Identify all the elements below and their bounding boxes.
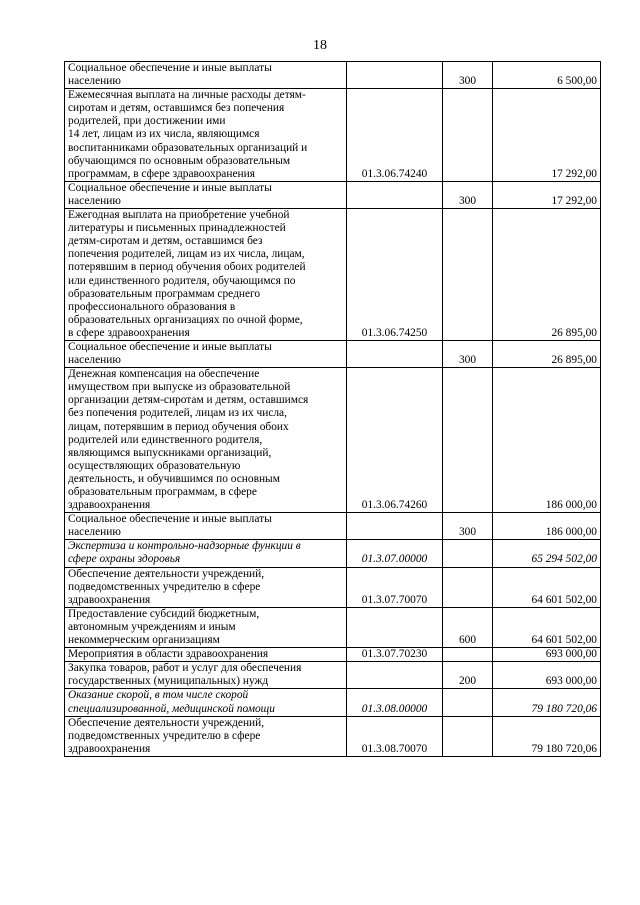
row-name-cell: Денежная компенсация на обеспечение имуществом при выпуске из образовательной организации детям-сиротам и детям, оставшимся без попечения родителей, лицам из их числа, лицам, потерявшим в период обучения обоих родителей или единственного родителя, являющимся выпускниками организаций, осуществляющих образовательную деятельность, и обучившимся по основным образовательным программам, в сфере здравоохранения: [65, 368, 347, 513]
table-row: [65, 648, 601, 662]
row-kind-cell: [443, 689, 493, 716]
row-kind-cell: 300: [443, 181, 493, 208]
table-row: [65, 567, 601, 607]
row-kind-cell: [443, 716, 493, 756]
row-name-cell: Ежемесячная выплата на личные расходы детям- сиротам и детям, оставшимся без попечения родителей, при достижении ими 14 лет, лицам из их числа, являющимся воспитанниками образовательных организаций и обучающимся по основным образовательным программам, в сфере здравоохранения: [65, 89, 347, 182]
row-name-cell: Обеспечение деятельности учреждений, подведомственных учредителю в сфере здравоохранения: [65, 716, 347, 756]
row-code-cell: [347, 62, 443, 89]
row-code-cell: 01.3.06.74240: [347, 89, 443, 182]
table-row: [65, 368, 601, 513]
row-name-cell: Предоставление субсидий бюджетным, автономным учреждениям и иным некоммерческим организациям: [65, 607, 347, 647]
row-code-cell: [347, 340, 443, 367]
table-row: [65, 62, 601, 89]
row-kind-cell: [443, 648, 493, 662]
row-kind-cell: 300: [443, 513, 493, 540]
row-kind-cell: [443, 540, 493, 567]
table-row: [65, 340, 601, 367]
row-amount-cell: 26 895,00: [493, 209, 601, 341]
row-amount-cell: 79 180 720,06: [493, 716, 601, 756]
row-name-cell: Социальное обеспечение и иные выплаты населению: [65, 513, 347, 540]
row-kind-cell: [443, 368, 493, 513]
page-number: 18: [313, 38, 327, 53]
row-amount-cell: 17 292,00: [493, 181, 601, 208]
row-amount-cell: 65 294 502,00: [493, 540, 601, 567]
table-row: [65, 607, 601, 647]
row-kind-cell: [443, 209, 493, 341]
row-code-cell: 01.3.06.74260: [347, 368, 443, 513]
row-name-cell: Социальное обеспечение и иные выплаты населению: [65, 62, 347, 89]
row-amount-cell: 186 000,00: [493, 368, 601, 513]
row-amount-cell: 6 500,00: [493, 62, 601, 89]
row-kind-cell: 200: [443, 662, 493, 689]
row-kind-cell: 300: [443, 62, 493, 89]
row-kind-cell: [443, 89, 493, 182]
row-code-cell: 01.3.07.70230: [347, 648, 443, 662]
row-code-cell: [347, 607, 443, 647]
table-row: [65, 513, 601, 540]
row-amount-cell: 17 292,00: [493, 89, 601, 182]
row-kind-cell: 600: [443, 607, 493, 647]
row-amount-cell: 64 601 502,00: [493, 607, 601, 647]
row-amount-cell: 693 000,00: [493, 648, 601, 662]
row-kind-cell: [443, 567, 493, 607]
row-code-cell: 01.3.07.00000: [347, 540, 443, 567]
table-row: [65, 689, 601, 716]
row-name-cell: Экспертиза и контрольно-надзорные функции в сфере охраны здоровья: [65, 540, 347, 567]
table-row: [65, 181, 601, 208]
budget-table: [64, 61, 601, 757]
row-amount-cell: 186 000,00: [493, 513, 601, 540]
budget-table-body: [65, 62, 601, 757]
table-row: [65, 209, 601, 341]
row-amount-cell: 693 000,00: [493, 662, 601, 689]
row-code-cell: 01.3.08.70070: [347, 716, 443, 756]
table-row: [65, 662, 601, 689]
row-name-cell: Закупка товаров, работ и услуг для обеспечения государственных (муниципальных) нужд: [65, 662, 347, 689]
row-code-cell: 01.3.07.70070: [347, 567, 443, 607]
row-amount-cell: 64 601 502,00: [493, 567, 601, 607]
row-name-cell: Обеспечение деятельности учреждений, подведомственных учредителю в сфере здравоохранения: [65, 567, 347, 607]
row-code-cell: 01.3.06.74250: [347, 209, 443, 341]
row-code-cell: 01.3.08.00000: [347, 689, 443, 716]
row-code-cell: [347, 181, 443, 208]
table-row: [65, 540, 601, 567]
row-name-cell: Социальное обеспечение и иные выплаты населению: [65, 340, 347, 367]
row-name-cell: Оказание скорой, в том числе скорой специализированной, медицинской помощи: [65, 689, 347, 716]
row-name-cell: Мероприятия в области здравоохранения: [65, 648, 347, 662]
row-amount-cell: 79 180 720,06: [493, 689, 601, 716]
row-code-cell: [347, 662, 443, 689]
row-amount-cell: 26 895,00: [493, 340, 601, 367]
row-kind-cell: 300: [443, 340, 493, 367]
row-name-cell: Социальное обеспечение и иные выплаты населению: [65, 181, 347, 208]
row-name-cell: Ежегодная выплата на приобретение учебной литературы и письменных принадлежностей детям-сиротам и детям, оставшимся без попечения родителей, лицам из их числа, лицам, потерявшим в период обучения обоих родителей или единственного родителя, обучающимся по образовательным программам среднего профессионального образования в образовательных организациях по очной форме, в сфере здравоохранения: [65, 209, 347, 341]
table-row: [65, 716, 601, 756]
table-row: [65, 89, 601, 182]
row-code-cell: [347, 513, 443, 540]
